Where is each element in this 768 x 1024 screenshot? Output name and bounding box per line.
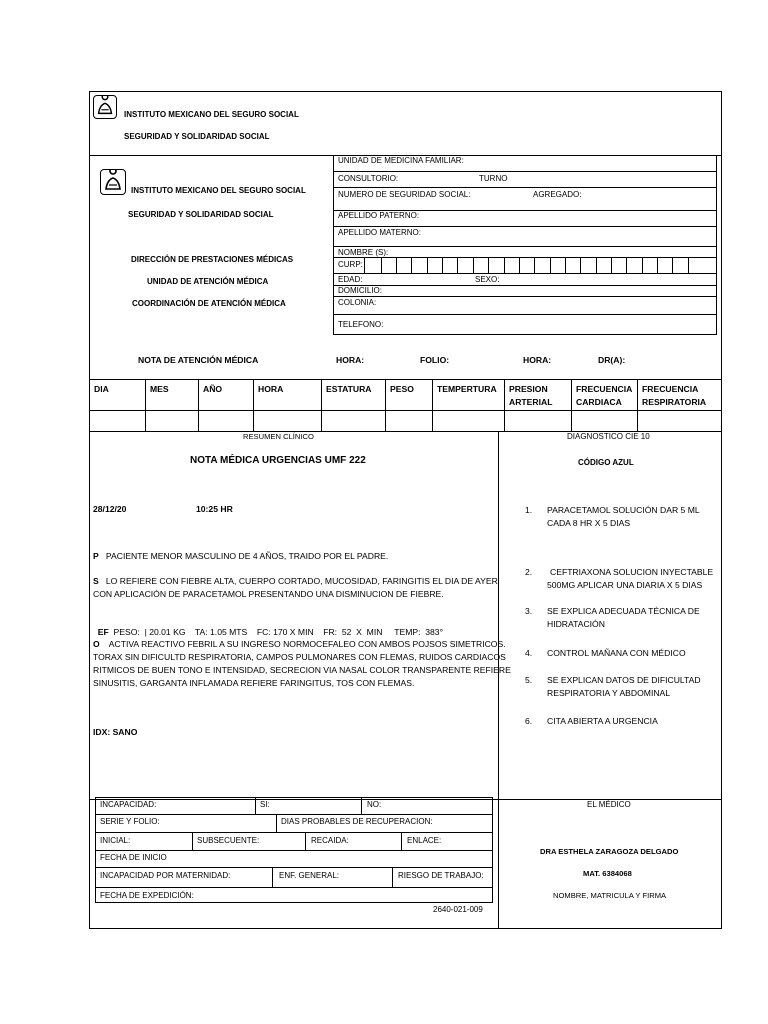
ef-label: EF [97, 627, 109, 637]
bottom-divider [498, 799, 499, 929]
vitals-header: ESTATURA [326, 384, 372, 394]
curp-cell-divider [657, 257, 658, 273]
vitals-col-divider [637, 379, 638, 431]
idx: IDX: SANO [93, 727, 138, 737]
imss-logo-icon [93, 95, 117, 119]
curp-cell-divider [672, 257, 673, 273]
curp-cell-divider [611, 257, 612, 273]
rx-number: 1. [525, 505, 533, 515]
doctor-mat: MAT. 6384068 [583, 869, 632, 878]
rx-line: SE EXPLICA ADECUADA TÉCNICA DE [547, 606, 700, 616]
note-title: NOTA DE ATENCIÓN MÉDICA [138, 355, 259, 365]
rx-text [547, 566, 714, 592]
curp-cell-divider [411, 257, 412, 273]
vitals-header: TEMPERTURA [437, 384, 497, 394]
curp-cell-divider [596, 257, 597, 273]
ef-text: PESO: | 20.01 KG TA: 1.05 MTS FC: 170 X MIN FR: 52 X MIN TEMP: 383° [113, 627, 444, 637]
telefono-label: TELEFONO: [338, 320, 384, 329]
rx-line: RESPIRATORIA Y ABDOMINAL [547, 688, 671, 698]
nss-label: NUMERO DE SEGURIDAD SOCIAL: [338, 190, 471, 199]
rx-text [547, 715, 658, 728]
doctor-name: DRA ESTHELA ZARAGOZA DELGADO [540, 847, 679, 856]
inc-col [392, 867, 393, 887]
rx-text [547, 504, 700, 530]
diagnosis-label: DIAGNOSTICO CIE 10 [567, 432, 650, 441]
vitals-col-divider [385, 379, 386, 431]
vitals-col-divider [321, 379, 322, 431]
rx-text [547, 647, 686, 660]
vitals-top [89, 379, 722, 380]
vitals-col-divider [432, 379, 433, 431]
left-motto: SEGURIDAD Y SOLIDARIDAD SOCIAL [128, 210, 274, 219]
rx-text [547, 605, 700, 631]
dias-label: DIAS PROBABLES DE RECUPERACION: [281, 817, 433, 826]
vitals-col-divider [504, 379, 505, 431]
recaida-label: RECAIDA: [311, 836, 349, 845]
curp-cell-divider [580, 257, 581, 273]
left-institution: INSTITUTO MEXICANO DEL SEGURO SOCIAL [131, 186, 306, 195]
rx-number: 3. [525, 606, 533, 616]
left-direction: DIRECCIÓN DE PRESTACIONES MÉDICAS [131, 255, 294, 264]
curp-cell-divider [642, 257, 643, 273]
note-date: 28/12/20 [93, 504, 127, 514]
enlace-label: ENLACE: [407, 836, 442, 845]
row-line [333, 314, 717, 315]
form-code: 2640-021-009 [433, 905, 483, 914]
vitals-header: PRESION ARTERIAL [509, 384, 553, 407]
vitals-header: AÑO [203, 384, 223, 394]
incapacidad-label: INCAPACIDAD: [100, 800, 157, 809]
rx-line: PARACETAMOL SOLUCIÓN DAR 5 ML [547, 505, 700, 515]
row-line [333, 226, 717, 227]
curp-cell-divider [488, 257, 489, 273]
nombre-label: NOMBRE (S): [338, 248, 389, 257]
o-text-line3: RITMICOS DE BUEN TONO E INTENSIDAD, SECRECION VIA NASAL COLOR TRANSPARENTE REFIERE [93, 665, 511, 675]
rx-line: SE EXPLICAN DATOS DE DIFICULTAD [547, 675, 701, 685]
o-text-line2: TORAX SIN DIFICULTD RESPIRATORIA, CAMPOS PULMONARES CON FLEMAS, RUIDOS CARDIACOS [93, 652, 506, 662]
o-label: O [93, 639, 100, 649]
s-text-line2: CON APLICACIÓN DE PARACETAMOL PRESENTANDO UNA DISMINUCION DE FIEBRE. [93, 589, 444, 599]
curp-cell-divider [364, 257, 365, 273]
maternidad-label: INCAPACIDAD POR MATERNIDAD: [100, 871, 231, 880]
rx-line: CONTROL MAÑANA CON MÉDICO [547, 648, 686, 658]
row-line [333, 273, 717, 274]
header-motto: SEGURIDAD Y SOLIDARIDAD SOCIAL [124, 132, 270, 141]
inc-row [95, 867, 493, 868]
vitals-header: DIA [94, 384, 109, 394]
vitals-col-divider [253, 379, 254, 431]
row-line [333, 171, 717, 172]
s-label: S [93, 576, 99, 586]
vitals-header: PESO [390, 384, 414, 394]
edad-label: EDAD: [338, 275, 363, 284]
si-label: SI: [260, 800, 270, 809]
summary-title: NOTA MÉDICA URGENCIAS UMF 222 [190, 455, 366, 466]
expedicion-label: FECHA DE EXPEDICIÓN: [100, 891, 194, 900]
ef-section [93, 613, 443, 639]
riesgo-label: RIESGO DE TRABAJO: [398, 871, 484, 880]
apellido-paterno-label: APELLIDO PATERNO: [338, 211, 420, 220]
vitals-header: FRECUENCIA RESPIRATORIA [642, 384, 707, 407]
vitals-col-divider [198, 379, 199, 431]
inc-col [305, 832, 306, 850]
inc-col [255, 797, 256, 814]
serie-label: SERIE Y FOLIO: [100, 817, 160, 826]
curp-cell-divider [519, 257, 520, 273]
curp-cell-divider [688, 257, 689, 273]
summary-label: RESUMEN CLÍNICO [243, 432, 314, 441]
row-line [333, 296, 717, 297]
inc-row [95, 850, 493, 851]
curp-cell-divider [504, 257, 505, 273]
vitals-header: HORA [258, 384, 284, 394]
curp-cell-divider [427, 257, 428, 273]
curp-cell-divider [565, 257, 566, 273]
doctor-label: DR(A): [598, 355, 626, 365]
rx-line: HIDRATACIÓN [547, 619, 605, 629]
subsecuente-label: SUBSECUENTE: [197, 836, 260, 845]
inc-col [401, 832, 402, 850]
vitals-mid [89, 410, 722, 411]
inc-row [95, 832, 493, 833]
left-unit: UNIDAD DE ATENCIÓN MÉDICA [147, 277, 269, 286]
vitals-col-divider [571, 379, 572, 431]
apellido-materno-label: APELLIDO MATERNO: [338, 228, 421, 237]
rx-number: 5. [525, 675, 533, 685]
fecha-inicio-label: FECHA DE INICIO [100, 853, 167, 862]
inc-col [361, 797, 362, 814]
hora2-label: HORA: [523, 355, 552, 365]
rx-line: CADA 8 HR X 5 DIAS [547, 518, 631, 528]
turno-label: TURNO [479, 174, 508, 183]
p-label: P [93, 551, 99, 561]
domicilio-label: DOMICILIO: [338, 286, 383, 295]
inc-row [95, 887, 493, 888]
row-line [333, 257, 717, 258]
diagnosis-code: CÓDIGO AZUL [578, 458, 634, 467]
curp-cell-divider [626, 257, 627, 273]
header-institution: INSTITUTO MEXICANO DEL SEGURO SOCIAL [124, 110, 299, 119]
p-text: PACIENTE MENOR MASCULINO DE 4 AÑOS, TRAIDO POR EL PADRE. [105, 551, 389, 561]
folio-label: FOLIO: [420, 355, 450, 365]
rx-number: 6. [525, 716, 533, 726]
doctor-sign: NOMBRE, MATRICULA Y FIRMA [553, 891, 667, 900]
curp-cell-divider [550, 257, 551, 273]
curp-label: CURP: [338, 260, 363, 269]
agregado-label: AGREGADO: [533, 190, 582, 199]
row-line [333, 187, 717, 188]
summary-divider [498, 431, 499, 799]
inc-col [276, 814, 277, 832]
curp-cell-divider [473, 257, 474, 273]
inc-col [192, 832, 193, 850]
colonia-label: COLONIA: [338, 298, 377, 307]
rx-number: 2. [525, 567, 533, 577]
rx-number: 4. [525, 648, 533, 658]
vitals-col-divider [145, 379, 146, 431]
rx-line: CITA ABIERTA A URGENCIA [547, 716, 658, 726]
curp-cell-divider [381, 257, 382, 273]
inc-col [272, 867, 273, 887]
rx-line: 500MG APLICAR UNA DIARIA X 5 DIAS [547, 580, 703, 590]
p-section [93, 550, 388, 563]
left-coordination: COORDINACIÓN DE ATENCIÓN MÉDICA [132, 299, 286, 308]
sexo-label: SEXO: [475, 275, 500, 284]
inicial-label: INICIAL: [100, 836, 131, 845]
curp-cell-divider [457, 257, 458, 273]
unidad-label: UNIDAD DE MEDICINA FAMILIAR: [338, 156, 464, 165]
row-line [333, 246, 717, 247]
vitals-header: FRECUENCIA CARDIACA [576, 384, 633, 407]
inc-row [95, 814, 493, 815]
o-text-line1: ACTIVA REACTIVO FEBRIL A SU INGRESO NORMOCEFALEO CON AMBOS POJSOS SIMETRICOS. [108, 639, 506, 649]
o-section [93, 638, 506, 651]
doctor-block-label: EL MÉDICO [587, 800, 631, 809]
s-text-line1: LO REFIERE CON FIEBRE ALTA, CUERPO CORTADO, MUCOSIDAD, FARINGITIS EL DIA DE AYER [105, 576, 498, 586]
imss-logo-icon [100, 169, 126, 195]
enf-label: ENF. GENERAL: [279, 871, 340, 880]
o-text-line4: SINUSITIS, GARGANTA INFLAMADA REFIERE FARINGITUS, TOS CON FLEMAS. [93, 678, 415, 688]
note-time: 10:25 HR [196, 504, 233, 514]
vitals-header: MES [150, 384, 169, 394]
row-line [333, 285, 717, 286]
consultorio-label: CONSULTORIO: [338, 174, 399, 183]
rx-text [547, 674, 701, 700]
curp-cell-divider [534, 257, 535, 273]
hora-label: HORA: [336, 355, 365, 365]
rx-line: CEFTRIAXONA SOLUCION INYECTABLE [550, 567, 714, 577]
s-section [93, 575, 498, 588]
no-label: NO: [367, 800, 382, 809]
curp-cell-divider [396, 257, 397, 273]
curp-cell-divider [442, 257, 443, 273]
